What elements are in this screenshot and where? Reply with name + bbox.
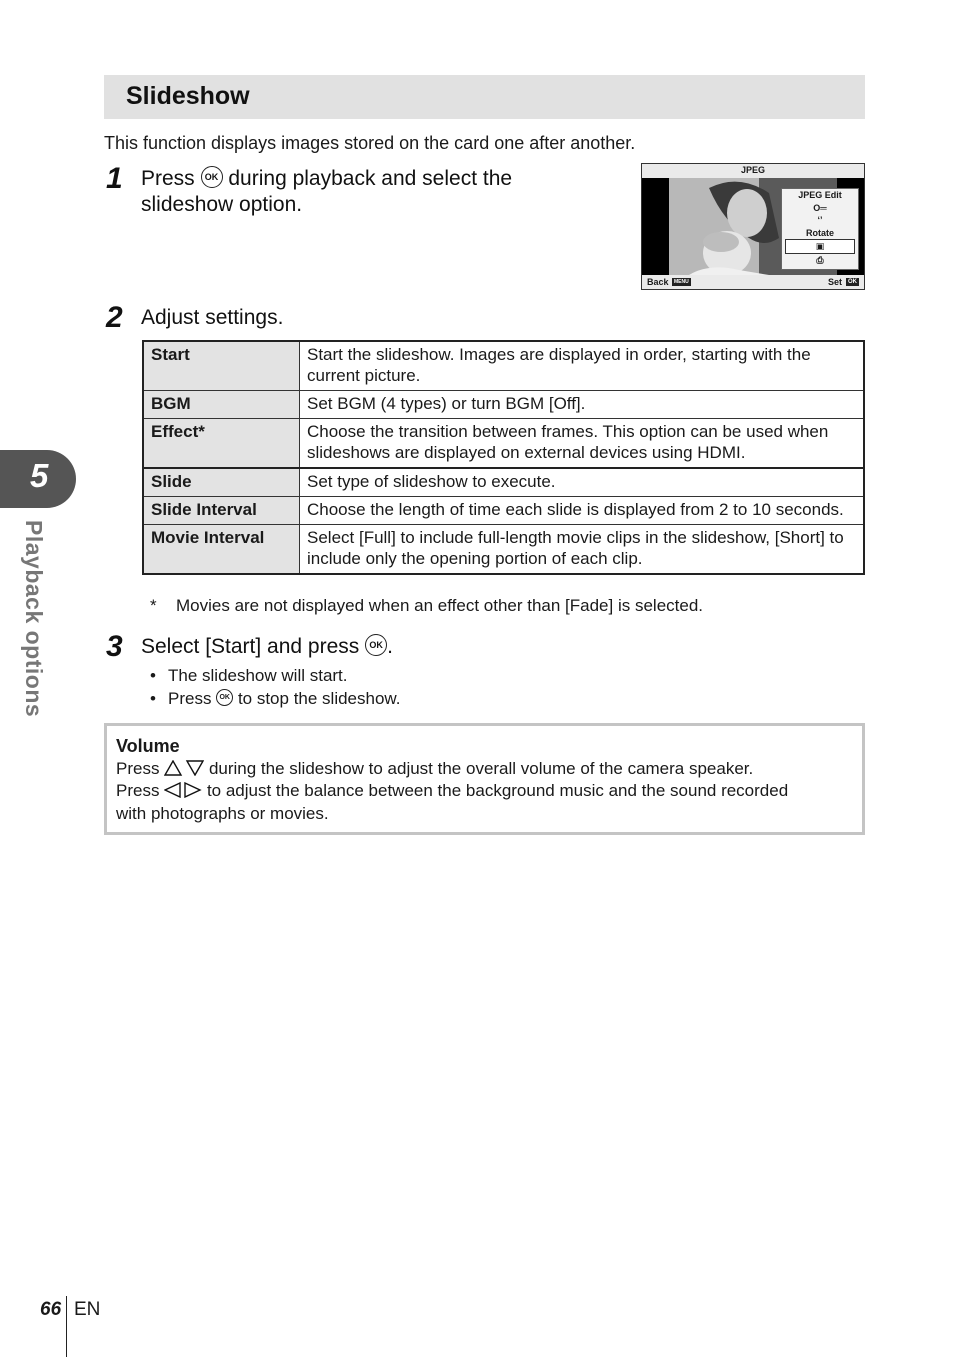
step-1-text-before: Press [141,167,195,190]
menu-item-rotate: Rotate [805,227,834,238]
menu-item-voice-icon: ‘’ [817,215,823,225]
menu-key-icon: MENU [674,279,689,285]
volume-line-2: Press to adjust the balance between the background music and the sound recorded [116,781,789,800]
table-row [143,391,864,419]
ok-key-icon: OK [848,279,857,285]
chapter-label: Playback options [21,520,47,718]
table-key: Start [143,341,300,391]
step-1-text-after: during playback and select the [228,167,513,190]
chapter-tab [0,450,76,508]
table-row [143,341,864,391]
left-right-arrow-icon [164,782,202,798]
volume-title: Volume [116,736,180,756]
section-title: Slideshow [126,82,250,110]
page-language: EN [74,1299,101,1320]
up-down-arrow-icon [164,760,204,776]
footnote-text: Movies are not displayed when an effect other than [Fade] is selected. [176,596,703,615]
table-value: Set BGM (4 types) or turn BGM [Off]. [300,391,865,419]
menu-item-protect-icon: O═ [813,202,827,213]
ok-button-icon: OK [216,689,233,706]
chapter-number: 5 [30,457,49,494]
table-value: Start the slideshow. Images are displayed in order, starting with the current picture. [300,341,865,391]
menu-item-print-icon: ⎙ [816,254,824,265]
slideshow-settings-table [142,340,865,575]
table-key: Slide Interval [143,497,300,525]
screen-bottom-bar [642,275,864,289]
table-row [143,468,864,497]
footnote-mark: * [150,596,157,615]
ok-button-icon: OK [201,166,223,188]
step-3-number: 3 [106,630,123,663]
table-value: Set type of slideshow to execute. [300,468,865,497]
step-3-text-after: . [387,635,393,658]
volume-note-box [104,723,865,835]
playback-menu [781,188,859,270]
table-value: Choose the transition between frames. This option can be used when slideshows are displayed on external devices using HDMI. [300,419,865,469]
step-3-text-before: Select [Start] and press [141,635,360,658]
list-item: • Press OK to stop the slideshow. [150,689,401,708]
table-row [143,497,864,525]
menu-item-jpeg-edit: JPEG Edit [798,190,842,200]
list-item: • The slideshow will start. [150,666,348,685]
intro-text: This function displays images stored on the card one after another. [104,133,636,153]
step-3-text [141,634,393,660]
table-value: Select [Full] to include full-length movie clips in the slideshow, [Short] to include only the opening portion of each clip. [300,525,865,575]
menu-item-slideshow-icon: ▣ [785,239,855,254]
table-key: Movie Interval [143,525,300,575]
volume-line-1: Press during the slideshow to adjust the overall volume of the camera speaker. [116,758,754,778]
step-2-number: 2 [106,301,123,334]
table-row [143,525,864,575]
footnote [150,596,703,616]
volume-line-3: with photographs or movies. [116,803,329,823]
screen-back-label: Back [647,277,669,287]
step-3-bullets [150,664,400,710]
section-title-bar [104,75,865,119]
table-row [143,419,864,469]
screen-set-label: Set [827,277,842,287]
footer-divider [66,1296,67,1357]
table-key: BGM [143,391,300,419]
screen-top-label: JPEG [642,164,864,178]
step-1-text-line2: slideshow option. [141,193,303,216]
table-value: Choose the length of time each slide is displayed from 2 to 10 seconds. [300,497,865,525]
step-1-number: 1 [106,162,123,195]
step-2-text: Adjust settings. [141,306,284,329]
camera-screen-illustration [641,163,865,290]
table-key: Slide [143,468,300,497]
ok-button-icon: OK [365,634,387,656]
table-key: Effect* [143,419,300,469]
step-1-text [141,166,591,218]
page-number: 66 [40,1299,62,1320]
